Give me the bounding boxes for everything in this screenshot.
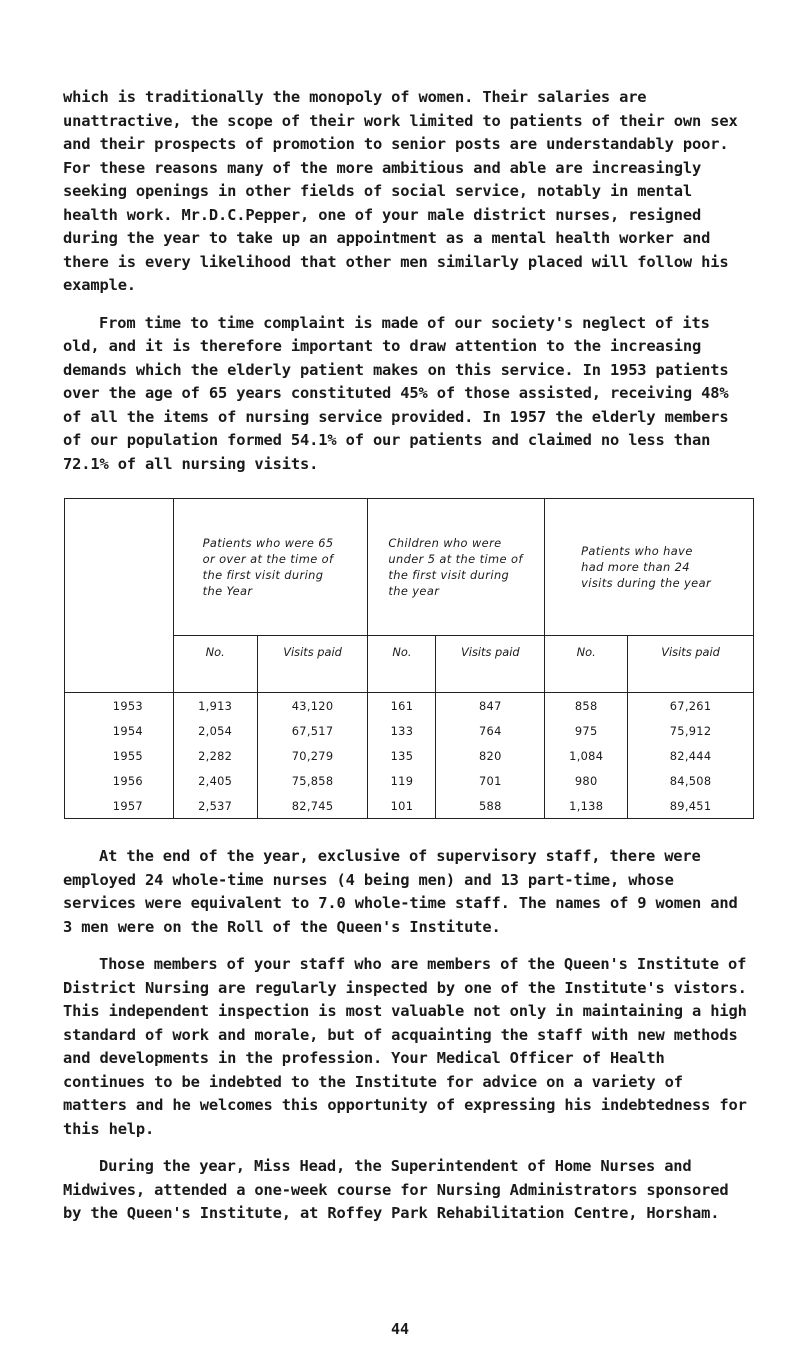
- year-header-cell: [65, 499, 174, 693]
- table-cell: 70,279: [257, 743, 368, 768]
- header-patients-65-over: Patients who were 65 or over at the time of the first visit during the Year: [173, 499, 368, 636]
- table-cell: 161: [368, 693, 436, 719]
- paragraph-queens-institute: Those members of your staff who are members of the Queen's Institute of District Nursing are regularly inspected by one of the Institute's vistors. This independent inspection is most valuable not only in maintaining a high standard of work and morale, but of acquainting the staff with new methods and developments in the profession. Your Medical Officer of Health continues to be indebted to the Institute for advice on a variety of matters and he welcomes this opportunity of expressing his indebtedness for this help.: [63, 955, 747, 1138]
- sub-header-visits-paid: Visits paid: [257, 636, 368, 693]
- table-cell: 980: [545, 768, 628, 793]
- table-cell: 2,054: [173, 718, 257, 743]
- table-cell: 2,405: [173, 768, 257, 793]
- year-cell: 1954: [65, 718, 174, 743]
- year-cell: 1953: [65, 693, 174, 719]
- sub-header-no: No.: [173, 636, 257, 693]
- table-cell: 764: [436, 718, 545, 743]
- table-cell: 84,508: [628, 768, 754, 793]
- table-row: [65, 693, 754, 719]
- table-cell: 858: [545, 693, 628, 719]
- sub-header-visits-paid: Visits paid: [436, 636, 545, 693]
- table-cell: 119: [368, 768, 436, 793]
- year-cell: 1955: [65, 743, 174, 768]
- table-cell: 2,537: [173, 793, 257, 819]
- paragraph-continuation: which is traditionally the monopoly of women. Their salaries are unattractive, the scope of their work limited to patients of their own sex and their prospects of promotion to senior posts are understandably poor. For these reasons many of the more ambitious and able are increasingly seeking openings in other fields of social service, notably in mental health work. Mr.D.C.Pepper, one of your male district nurses, resigned during the year to take up an appointment as a mental health worker and there is every likelihood that other men similarly placed will follow his example.: [63, 88, 738, 294]
- paragraph-staffing: At the end of the year, exclusive of supervisory staff, there were employed 24 whole-time nurses (4 being men) and 13 part-time, whose services were equivalent to 7.0 whole-time staff. The names of 9 women and 3 men were on the Roll of the Queen's Institute.: [63, 847, 738, 936]
- table-cell: 847: [436, 693, 545, 719]
- sub-header-no: No.: [368, 636, 436, 693]
- table-cell: 1,913: [173, 693, 257, 719]
- table-cell: 75,858: [257, 768, 368, 793]
- table-row: [65, 743, 754, 768]
- table-cell: 82,745: [257, 793, 368, 819]
- table-cell: 820: [436, 743, 545, 768]
- table-cell: 67,517: [257, 718, 368, 743]
- page-number: 44: [390, 1320, 410, 1338]
- nursing-statistics-table: [64, 498, 754, 819]
- header-children-under-5: Children who were under 5 at the time of the first visit during the year: [368, 499, 545, 636]
- table-cell: 1,084: [545, 743, 628, 768]
- header-patients-over-24-visits: Patients who have had more than 24 visits during the year: [545, 499, 754, 636]
- table-row: [65, 793, 754, 819]
- table-cell: 1,138: [545, 793, 628, 819]
- table-cell: 82,444: [628, 743, 754, 768]
- table-group-header-row: [65, 499, 754, 636]
- paragraph-elderly-patients: From time to time complaint is made of our society's neglect of its old, and it is therefore important to draw attention to the increasing demands which the elderly patient makes on this service. In 1953 patients over the age of 65 years constituted 45% of those assisted, receiving 48% of all the items of nursing service provided. In 1957 the elderly members of our population formed 54.1% of our patients and claimed no less than 72.1% of all nursing visits.: [63, 313, 729, 473]
- sub-header-no: No.: [545, 636, 628, 693]
- table-cell: 975: [545, 718, 628, 743]
- sub-header-visits-paid: Visits paid: [628, 636, 754, 693]
- paragraph-course-attendance: During the year, Miss Head, the Superintendent of Home Nurses and Midwives, attended a one-week course for Nursing Administrators sponsored by the Queen's Institute, at Roffey Park Rehabilitation Centre, Horsham.: [63, 1157, 729, 1222]
- document-page: [63, 86, 753, 1226]
- table-cell: 67,261: [628, 693, 754, 719]
- table-cell: 2,282: [173, 743, 257, 768]
- table-cell: 133: [368, 718, 436, 743]
- table-cell: 701: [436, 768, 545, 793]
- table-cell: 89,451: [628, 793, 754, 819]
- table-row: [65, 718, 754, 743]
- table-cell: 75,912: [628, 718, 754, 743]
- table-cell: 43,120: [257, 693, 368, 719]
- table-cell: 101: [368, 793, 436, 819]
- table-cell: 135: [368, 743, 436, 768]
- year-cell: 1956: [65, 768, 174, 793]
- year-cell: 1957: [65, 793, 174, 819]
- table-cell: 588: [436, 793, 545, 819]
- table-row: [65, 768, 754, 793]
